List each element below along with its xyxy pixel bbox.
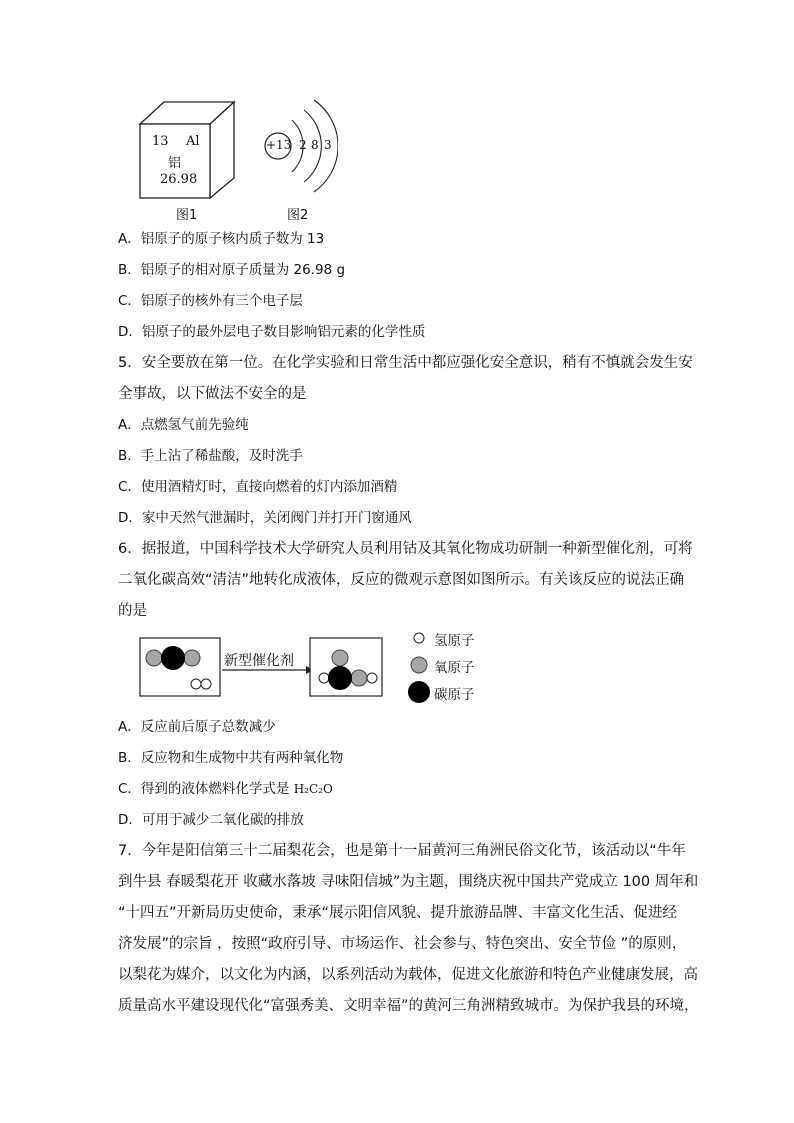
q5-option-a: A．点燃氢气前先验纯 (118, 417, 249, 433)
legend-hydrogen-label: 氢原子 (434, 633, 475, 649)
q6-stem-line3: 的是 (118, 603, 147, 619)
q7-line-3: “十四五”开新局历史使命，秉承“展示阳信风貌、提升旅游品牌、丰富文化生活、促进经 (118, 905, 678, 921)
q7-line-5: 以梨花为媒介，以文化为内涵，以系列活动为载体，促进文化旅游和特色产业健康发展，高 (118, 967, 698, 983)
q6-option-c (118, 780, 333, 798)
shell-2-count: 8 (311, 138, 319, 152)
q4-option-b: B．铝原子的相对原子质量为 26.98 g (118, 262, 346, 278)
q6-option-c-text: C．得到的液体燃料化学式是 (118, 781, 294, 797)
q7-line-4: 济发展”的宗旨 ，按照“政府引导、市场运作、社会参与、特色突出、安全节俭 ”的原则， (118, 936, 687, 952)
element-symbol: Al (186, 134, 200, 149)
reactant-hydrogen-atom (201, 679, 211, 689)
q5-option-b: B．手上沾了稀盐酸，及时洗手 (118, 448, 303, 464)
q6-option-b: B．反应物和生成物中共有两种氧化物 (118, 750, 344, 766)
legend-hydrogen-icon (414, 633, 424, 643)
q5-option-d: D．家中天然气泄漏时，关闭阀门并打开门窗通风 (118, 510, 412, 526)
q4-option-a: A．铝原子的原子核内质子数为 13 (118, 231, 325, 247)
q4-option-d: D．铝原子的最外层电子数目影响铝元素的化学性质 (118, 324, 426, 340)
element-name: 铝 (168, 156, 182, 171)
figure2-caption: 图2 (287, 208, 309, 223)
q5-option-c: C．使用酒精灯时，直接向燃着的灯内添加酒精 (118, 479, 398, 495)
legend-oxygen-icon (411, 657, 427, 673)
q5-stem-line1: 5．安全要放在第一位。在化学实验和日常生活中都应强化安全意识，稍有不慎就会发生安 (118, 355, 693, 371)
shell-1-count: 2 (299, 138, 307, 152)
nucleus-charge: +13 (266, 138, 292, 152)
q6-option-a: A．反应前后原子总数减少 (118, 719, 276, 735)
product-carbon-atom (328, 666, 352, 690)
q7-line-6: 质量高水平建设现代化“富强秀美、文明幸福”的黄河三角洲精致城市。为保护我县的环境， (118, 998, 699, 1014)
q6-option-d: D．可用于减少二氧化碳的排放 (118, 812, 304, 828)
product-hydrogen-atom (367, 673, 377, 683)
q7-line-1: 7．今年是阳信第三十二届梨花会，也是第十一届黄河三角洲民俗文化节，该活动以“牛年 (118, 843, 686, 859)
q6-stem-line1: 6．据报道，中国科学技术大学研究人员利用钴及其氧化物成功研制一种新型催化剂，可将 (118, 541, 693, 557)
q5-stem-line2: 全事故，以下做法不安全的是 (118, 386, 307, 402)
q4-option-c: C．铝原子的核外有三个电子层 (118, 293, 303, 309)
arrow-label: 新型催化剂 (224, 653, 294, 669)
legend-carbon-label: 碳原子 (434, 687, 475, 703)
figure1-caption: 图1 (176, 208, 198, 223)
q7-line-2: 到牛县 春暖梨花开 收藏水落坡 寻味阳信城”为主题，围绕庆祝中国共产党成立 100 周年和 (118, 874, 699, 890)
atomic-number: 13 (152, 134, 169, 149)
q6-option-c-formula: H₂C₂O (293, 782, 333, 796)
atom-structure-figure (262, 96, 338, 200)
product-oxygen-atom (351, 670, 367, 686)
q6-stem-line2: 二氧化碳高效“清洁”地转化成液体，反应的微观示意图如图所示。有关该反应的说法正确 (118, 572, 685, 588)
reaction-diagram (138, 628, 484, 708)
legend-oxygen-label: 氧原子 (434, 660, 475, 676)
atomic-mass: 26.98 (160, 172, 198, 187)
legend-carbon-icon (408, 681, 430, 703)
product-oxygen-atom (332, 650, 348, 666)
reactant-oxygen-atom (184, 650, 200, 666)
shell-3-count: 3 (324, 138, 332, 152)
product-hydrogen-atom (319, 673, 329, 683)
reactant-oxygen-atom (146, 650, 162, 666)
reactant-hydrogen-atom (191, 679, 201, 689)
reactant-carbon-atom (161, 646, 185, 670)
